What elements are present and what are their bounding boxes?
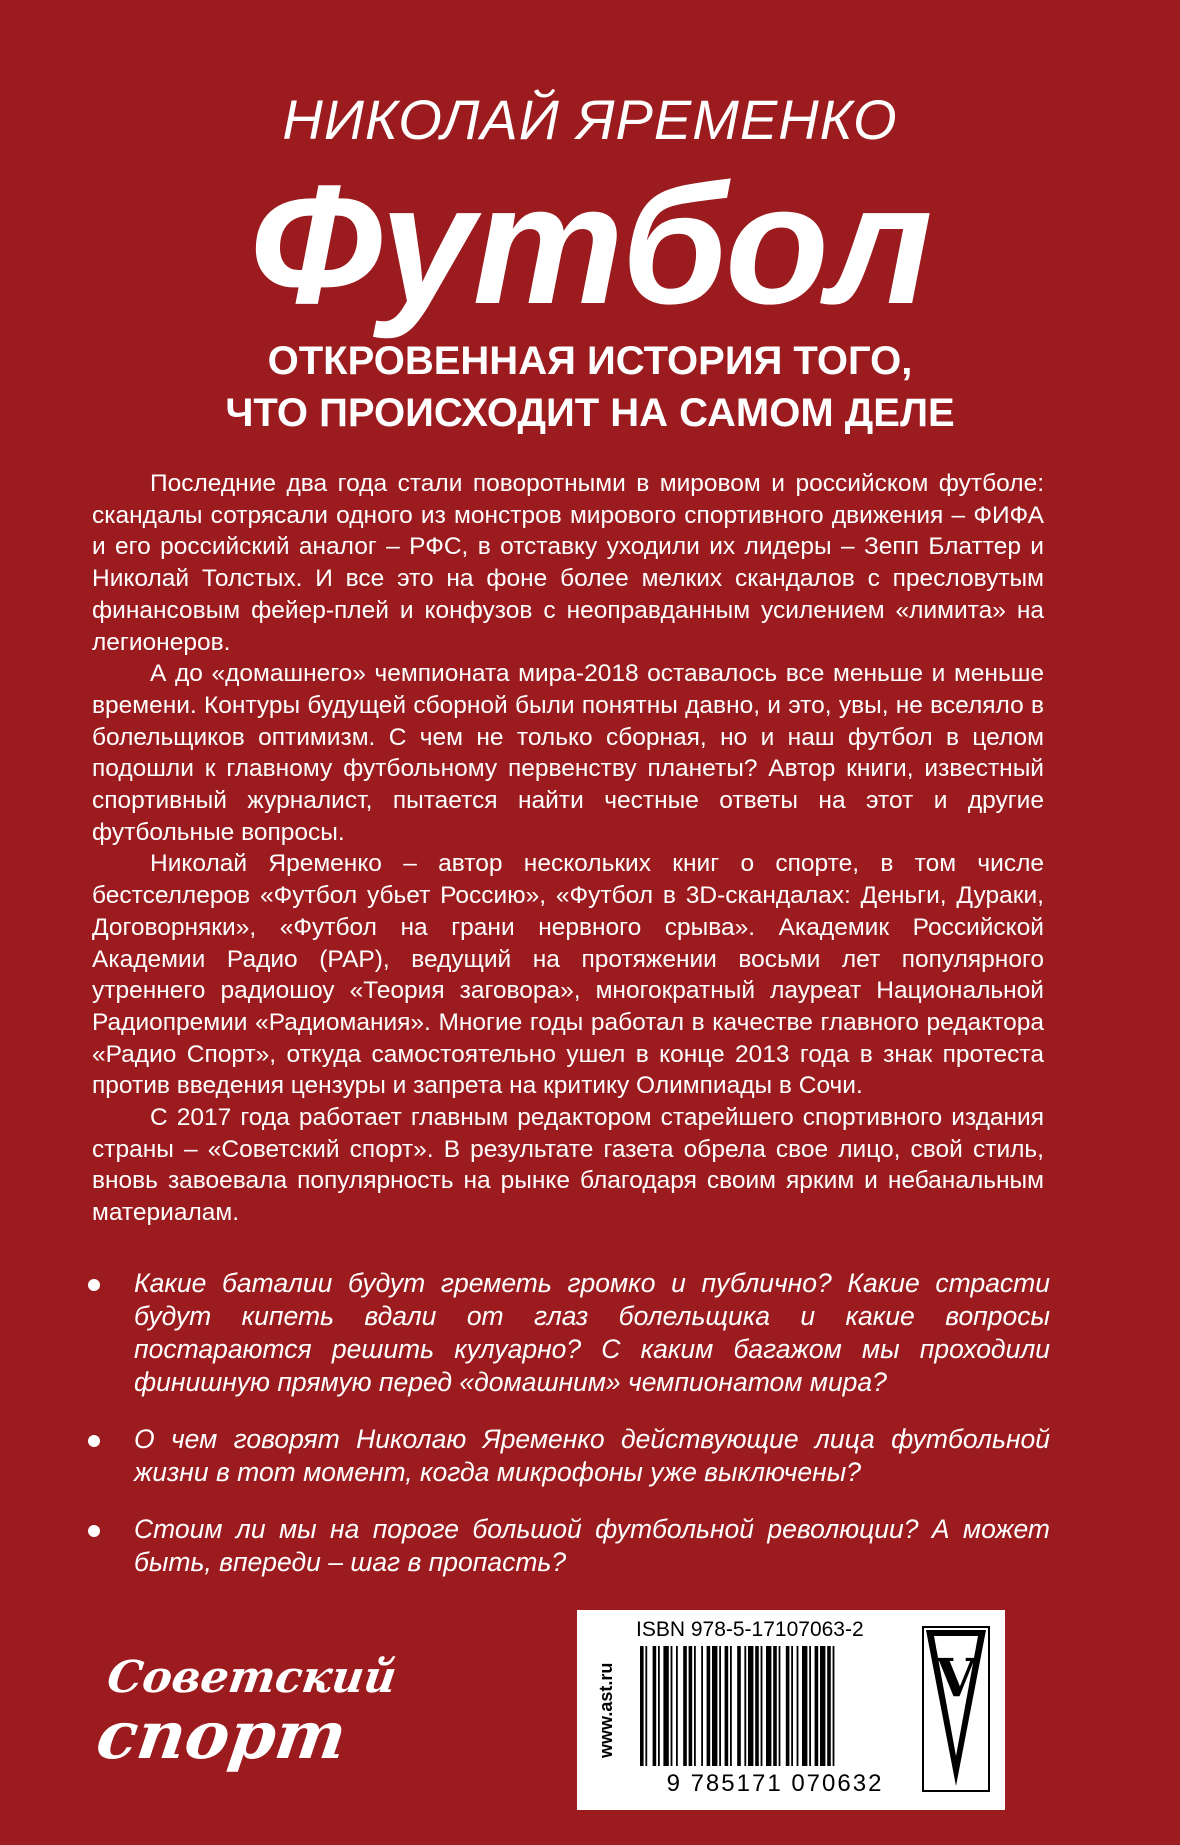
book-subtitle	[0, 335, 1180, 439]
barcode-bar	[779, 1646, 781, 1766]
bullet-text: О чем говорят Николаю Яременко действующие лица футбольной жизни в тот момент, когда микрофоны уже выключены?	[134, 1424, 1050, 1487]
barcode-bar	[694, 1646, 696, 1766]
barcode-bar	[833, 1646, 835, 1766]
barcode-bar	[683, 1646, 687, 1766]
barcode-bar	[791, 1646, 793, 1766]
barcode-bar	[786, 1646, 790, 1766]
author-name: НИКОЛАЙ ЯРЕМЕНКО	[282, 88, 898, 151]
barcode-bar	[689, 1646, 693, 1766]
bullet-dot-icon	[88, 1435, 100, 1447]
barcode-bar	[766, 1646, 771, 1766]
bullet-text: Какие баталии будут греметь громко и публично? Какие страсти будут кипеть вдали от глаз болельщика и какие вопросы постараются решить кулуарно? С каким багажом мы проходили финишную прямую перед «домашним» чемпионатом мира?	[134, 1268, 1050, 1397]
barcode-bar	[820, 1646, 825, 1766]
subtitle-line-2: ЧТО ПРОИСХОДИТ НА САМОМ ДЕЛЕ	[225, 391, 955, 435]
age-rating-mark	[922, 1626, 990, 1792]
barcode-bar	[658, 1646, 660, 1766]
paragraph: А до «домашнего» чемпионата мира-2018 оставалось все меньше и меньше времени. Контуры будущей сборной были понятны давно, и это, увы, не вселяло в болельщиков оптимизм. С чем не только сборная, но и наш футбол в целом подошли к главному футбольному первенству планеты? Автор книги, известный спортивный журналист, пытается найти честные ответы на этот и другие футбольные вопросы.	[92, 660, 1044, 846]
paragraph: Николай Яременко – автор нескольких книг о спорте, в том числе бестселлеров «Футбол убьет Россию», «Футбол в 3D-скандалах: Деньги, Дураки, Договорняки», «Футбол на грани нервного срыва». Академик Российской Академии Радио (РАР), ведущий на протяжении восьми лет популярного утреннего радиошоу «Теория заговора», многократный лауреат Национальной Радиопремии «Радиомания». Многие годы работал в качестве главного редактора «Радио Спорт», откуда самостоятельно ушел в конце 2013 года в знак протеста против введения цензуры и запрета на критику Олимпиады в Сочи.	[92, 850, 1044, 1100]
bullet-item	[80, 1423, 1050, 1489]
paragraph: С 2017 года работает главным редактором старейшего спортивного издания страны – «Советский спорт». В результате газета обрела свое лицо, свой стиль, вновь завоевала популярность на рынке благодаря своим ярким и небанальным материалам.	[92, 1104, 1044, 1227]
barcode-bar	[773, 1646, 777, 1766]
isbn-label: ISBN 978-5-17107063-2	[636, 1618, 864, 1641]
barcode-bar	[744, 1646, 746, 1766]
bullet-dot-icon	[88, 1279, 100, 1291]
age-rating-letter: V	[935, 1648, 977, 1709]
subtitle-line-1: ОТКРОВЕННАЯ ИСТОРИЯ ТОГО,	[267, 339, 913, 383]
bullet-item	[80, 1513, 1050, 1579]
barcode-bar	[761, 1646, 763, 1766]
bullet-text: Стоим ли мы на пороге большой футбольной революции? А может быть, впереди – шаг в пропасть?	[134, 1514, 1050, 1577]
logo-line-2: спорт	[92, 1696, 352, 1774]
publisher-url: www.ast.ru	[596, 1662, 616, 1758]
barcode-bar	[663, 1646, 668, 1766]
book-title: Футбол	[249, 150, 931, 340]
annotation-text	[92, 468, 1044, 1229]
bullet-item	[80, 1267, 1050, 1399]
barcode-bars	[636, 1646, 916, 1766]
barcode-bar	[640, 1646, 644, 1766]
bullet-list	[80, 1267, 1050, 1603]
barcode-bar	[701, 1646, 703, 1766]
barcode-bar	[815, 1646, 819, 1766]
barcode-bar	[712, 1646, 717, 1766]
barcode-bar	[645, 1646, 647, 1766]
barcode-bar	[707, 1646, 711, 1766]
barcode-bar	[719, 1646, 721, 1766]
barcode-bar	[802, 1646, 807, 1766]
barcode-bar	[671, 1646, 673, 1766]
barcode-bar	[827, 1646, 831, 1766]
barcode-bar	[725, 1646, 729, 1766]
logo-line-1: Советский	[104, 1651, 400, 1703]
barcode-bar	[797, 1646, 799, 1766]
barcode-bar	[748, 1646, 753, 1766]
barcode-bar	[676, 1646, 678, 1766]
barcode-bar	[653, 1646, 657, 1766]
barcode-bar	[737, 1646, 741, 1766]
ean-number: 9 785171 070632	[666, 1770, 884, 1797]
paragraph: Последние два года стали поворотными в мировом и российском футболе: скандалы сотрясали одного из монстров мирового спортивного движения – ФИФА и его российский аналог – РФС, в отставку уходили их лидеры – Зепп Блаттер и Николай Толстых. И все это на фоне более мелких скандалов с пресловутым финансовым фейер-плей и конфузов с неоправданным усилением «лимита» на легионеров.	[92, 470, 1044, 656]
barcode-bar	[730, 1646, 732, 1766]
barcode-bar	[809, 1646, 811, 1766]
bullet-dot-icon	[88, 1525, 100, 1537]
barcode-bar	[755, 1646, 759, 1766]
sovetsky-sport-logo	[92, 1640, 400, 1780]
